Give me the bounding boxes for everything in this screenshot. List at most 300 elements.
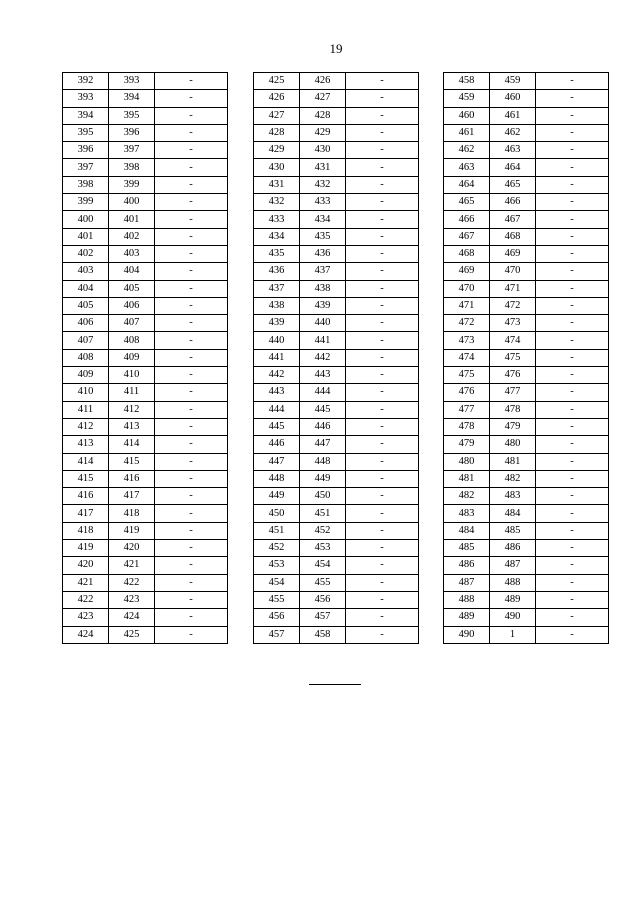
table-cell: -: [346, 263, 419, 280]
table-cell: 396: [63, 142, 109, 159]
table-cell: -: [155, 263, 228, 280]
table-row: [444, 124, 609, 141]
table-cell: 443: [300, 367, 346, 384]
table-cell: 490: [444, 626, 490, 643]
table-cell: 405: [63, 297, 109, 314]
table-cell: 408: [63, 349, 109, 366]
table-row: [254, 609, 419, 626]
table-cell: -: [155, 591, 228, 608]
table-cell: -: [346, 505, 419, 522]
table-cell: -: [155, 194, 228, 211]
table-row: [63, 194, 228, 211]
table-row: [63, 367, 228, 384]
table-cell: 413: [109, 418, 155, 435]
table-cell: -: [155, 609, 228, 626]
table-row: [254, 124, 419, 141]
table-cell: -: [346, 159, 419, 176]
table-cell: -: [346, 280, 419, 297]
table-cell: 460: [490, 90, 536, 107]
table-cell: 470: [444, 280, 490, 297]
table-cell: 468: [444, 245, 490, 262]
table-cell: -: [155, 73, 228, 90]
table-row: [63, 142, 228, 159]
table-cell: -: [346, 142, 419, 159]
table-cell: 401: [63, 228, 109, 245]
table-cell: -: [536, 470, 609, 487]
table-cell: 437: [254, 280, 300, 297]
table-cell: -: [346, 453, 419, 470]
table-row: [444, 228, 609, 245]
table-cell: 478: [444, 418, 490, 435]
table-cell: 430: [254, 159, 300, 176]
table-cell: 454: [254, 574, 300, 591]
table-row: [444, 540, 609, 557]
table-cell: 403: [109, 245, 155, 262]
table-row: [63, 384, 228, 401]
table-cell: 457: [300, 609, 346, 626]
table-cell: 455: [254, 591, 300, 608]
table-cell: 464: [444, 176, 490, 193]
table-row: [254, 470, 419, 487]
table-cell: 429: [254, 142, 300, 159]
table-cell: 400: [63, 211, 109, 228]
table-cell: 417: [109, 488, 155, 505]
table-cell: 438: [254, 297, 300, 314]
table-cell: 443: [254, 384, 300, 401]
table-cell: 466: [490, 194, 536, 211]
table-cell: -: [346, 124, 419, 141]
data-table-column-2: [253, 72, 419, 644]
table-row: [254, 90, 419, 107]
table-cell: 444: [300, 384, 346, 401]
table-cell: -: [536, 73, 609, 90]
table-cell: 433: [300, 194, 346, 211]
table-row: [63, 401, 228, 418]
table-cell: 411: [63, 401, 109, 418]
table-cell: -: [155, 626, 228, 643]
table-cell: 423: [109, 591, 155, 608]
table-row: [254, 401, 419, 418]
table-cell: 488: [490, 574, 536, 591]
table-cell: 471: [490, 280, 536, 297]
table-cell: 466: [444, 211, 490, 228]
table-cell: 449: [254, 488, 300, 505]
table-cell: 450: [300, 488, 346, 505]
table-cell: 412: [63, 418, 109, 435]
table-row: [444, 315, 609, 332]
table-cell: 472: [444, 315, 490, 332]
table-row: [254, 228, 419, 245]
table-cell: -: [536, 367, 609, 384]
table-cell: 489: [444, 609, 490, 626]
table-cell: 421: [109, 557, 155, 574]
table-cell: 448: [300, 453, 346, 470]
table-row: [63, 315, 228, 332]
table-cell: 476: [490, 367, 536, 384]
table-cell: -: [346, 418, 419, 435]
table-cell: 453: [300, 540, 346, 557]
table-cell: -: [346, 297, 419, 314]
table-cell: 420: [63, 557, 109, 574]
table-cell: 465: [490, 176, 536, 193]
table-cell: -: [346, 436, 419, 453]
table-cell: 463: [490, 142, 536, 159]
table-cell: 473: [490, 315, 536, 332]
table-cell: -: [346, 557, 419, 574]
table-cell: 410: [63, 384, 109, 401]
table-row: [444, 436, 609, 453]
table-cell: 418: [63, 522, 109, 539]
table-cell: 444: [254, 401, 300, 418]
table-cell: -: [155, 142, 228, 159]
table-cell: 439: [300, 297, 346, 314]
table-cell: 435: [254, 245, 300, 262]
table-cell: 415: [63, 470, 109, 487]
table-cell: -: [155, 90, 228, 107]
table-row: [444, 418, 609, 435]
table-cell: 475: [490, 349, 536, 366]
table-row: [444, 332, 609, 349]
table-cell: 461: [444, 124, 490, 141]
table-row: [444, 194, 609, 211]
table-row: [63, 245, 228, 262]
table-row: [63, 73, 228, 90]
table-cell: 399: [109, 176, 155, 193]
table-cell: -: [536, 540, 609, 557]
table-row: [63, 540, 228, 557]
table-cell: -: [346, 609, 419, 626]
table-cell: 490: [490, 609, 536, 626]
table-row: [63, 211, 228, 228]
table-cell: -: [536, 263, 609, 280]
table-cell: 432: [254, 194, 300, 211]
table-row: [444, 453, 609, 470]
table-cell: -: [536, 349, 609, 366]
table-cell: 484: [444, 522, 490, 539]
table-cell: 440: [254, 332, 300, 349]
table-row: [63, 297, 228, 314]
table-cell: -: [155, 297, 228, 314]
table-cell: -: [536, 401, 609, 418]
table-row: [254, 540, 419, 557]
table-cell: -: [536, 557, 609, 574]
table-cell: -: [155, 124, 228, 141]
table-cell: 431: [300, 159, 346, 176]
table-row: [444, 280, 609, 297]
table-cell: -: [346, 194, 419, 211]
table-cell: -: [346, 211, 419, 228]
table-cell: 417: [63, 505, 109, 522]
table-cell: -: [155, 349, 228, 366]
table-row: [254, 315, 419, 332]
table-cell: -: [536, 159, 609, 176]
table-cell: 473: [444, 332, 490, 349]
table-row: [444, 505, 609, 522]
table-cell: -: [536, 211, 609, 228]
table-cell: -: [155, 574, 228, 591]
table-row: [444, 591, 609, 608]
table-row: [444, 557, 609, 574]
table-cell: -: [155, 401, 228, 418]
table-cell: 464: [490, 159, 536, 176]
table-cell: -: [536, 245, 609, 262]
table-row: [444, 176, 609, 193]
table-cell: -: [536, 574, 609, 591]
table-cell: 462: [490, 124, 536, 141]
table-cell: -: [155, 315, 228, 332]
table-cell: 456: [300, 591, 346, 608]
table-row: [444, 159, 609, 176]
table-cell: 471: [444, 297, 490, 314]
table-row: [63, 280, 228, 297]
table-cell: 441: [300, 332, 346, 349]
table-cell: -: [346, 228, 419, 245]
table-cell: 434: [254, 228, 300, 245]
table-cell: 463: [444, 159, 490, 176]
table-cell: 445: [300, 401, 346, 418]
end-divider: [309, 684, 361, 685]
table-cell: 479: [444, 436, 490, 453]
table-cell: -: [346, 176, 419, 193]
table-row: [63, 609, 228, 626]
table-row: [254, 384, 419, 401]
table-cell: -: [155, 418, 228, 435]
table-cell: 422: [109, 574, 155, 591]
table-cell: -: [155, 332, 228, 349]
table-cell: 484: [490, 505, 536, 522]
table-row: [444, 73, 609, 90]
table-cell: 398: [109, 159, 155, 176]
table-cell: 482: [490, 470, 536, 487]
table-row: [63, 263, 228, 280]
table-row: [444, 609, 609, 626]
table-cell: 404: [109, 263, 155, 280]
table-cell: -: [346, 401, 419, 418]
table-row: [254, 211, 419, 228]
table-cell: -: [346, 107, 419, 124]
table-cell: -: [346, 90, 419, 107]
table-cell: 436: [300, 245, 346, 262]
table-cell: 423: [63, 609, 109, 626]
table-cell: 442: [254, 367, 300, 384]
table-cell: 433: [254, 211, 300, 228]
table-cell: -: [536, 297, 609, 314]
table-cell: 406: [63, 315, 109, 332]
table-cell: 480: [444, 453, 490, 470]
table-row: [254, 349, 419, 366]
table-cell: -: [155, 228, 228, 245]
table-cell: 393: [109, 73, 155, 90]
table-cell: -: [346, 574, 419, 591]
table-cell: 483: [490, 488, 536, 505]
table-cell: 428: [300, 107, 346, 124]
table-row: [444, 367, 609, 384]
table-cell: 460: [444, 107, 490, 124]
table-cell: -: [536, 280, 609, 297]
table-cell: -: [346, 367, 419, 384]
table-cell: -: [536, 453, 609, 470]
table-cell: 434: [300, 211, 346, 228]
table-row: [63, 159, 228, 176]
table-cell: 456: [254, 609, 300, 626]
table-cell: 426: [254, 90, 300, 107]
table-row: [63, 488, 228, 505]
table-cell: 425: [109, 626, 155, 643]
table-cell: 467: [444, 228, 490, 245]
table-cell: -: [346, 315, 419, 332]
table-cell: 392: [63, 73, 109, 90]
table-cell: -: [346, 245, 419, 262]
table-cell: 408: [109, 332, 155, 349]
table-row: [254, 626, 419, 643]
table-row: [63, 470, 228, 487]
table-cell: 452: [300, 522, 346, 539]
table-cell: 451: [300, 505, 346, 522]
table-cell: -: [536, 436, 609, 453]
table-cell: 397: [109, 142, 155, 159]
table-cell: 442: [300, 349, 346, 366]
table-cell: 472: [490, 297, 536, 314]
table-row: [63, 228, 228, 245]
table-cell: -: [346, 384, 419, 401]
table-cell: 467: [490, 211, 536, 228]
table-cell: 396: [109, 124, 155, 141]
table-cell: 489: [490, 591, 536, 608]
table-cell: 449: [300, 470, 346, 487]
table-row: [63, 557, 228, 574]
table-row: [63, 418, 228, 435]
table-cell: 414: [63, 453, 109, 470]
table-cell: 447: [300, 436, 346, 453]
table-row: [254, 453, 419, 470]
table-cell: -: [536, 315, 609, 332]
table-cell: 455: [300, 574, 346, 591]
table-cell: 430: [300, 142, 346, 159]
table-cell: 459: [490, 73, 536, 90]
table-row: [63, 453, 228, 470]
table-cell: -: [155, 107, 228, 124]
table-cell: 462: [444, 142, 490, 159]
table-row: [254, 574, 419, 591]
table-cell: -: [536, 488, 609, 505]
table-cell: 465: [444, 194, 490, 211]
table-cell: 451: [254, 522, 300, 539]
table-cell: 485: [490, 522, 536, 539]
table-cell: -: [536, 626, 609, 643]
table-cell: -: [155, 505, 228, 522]
table-cell: 432: [300, 176, 346, 193]
table-cell: -: [155, 557, 228, 574]
table-cell: -: [155, 159, 228, 176]
table-cell: -: [536, 107, 609, 124]
table-row: [254, 522, 419, 539]
table-cell: -: [155, 436, 228, 453]
table-cell: 441: [254, 349, 300, 366]
table-cell: 416: [109, 470, 155, 487]
table-row: [444, 211, 609, 228]
table-row: [63, 591, 228, 608]
table-cell: 398: [63, 176, 109, 193]
table-row: [63, 626, 228, 643]
table-cell: 425: [254, 73, 300, 90]
table-cell: -: [155, 470, 228, 487]
table-cell: 469: [444, 263, 490, 280]
table-cell: 424: [63, 626, 109, 643]
table-cell: -: [155, 211, 228, 228]
table-cell: 485: [444, 540, 490, 557]
table-cell: 474: [444, 349, 490, 366]
table-row: [254, 436, 419, 453]
table-cell: 427: [254, 107, 300, 124]
table-cell: 486: [444, 557, 490, 574]
table-row: [254, 194, 419, 211]
table-cell: 411: [109, 384, 155, 401]
table-row: [254, 591, 419, 608]
table-row: [63, 90, 228, 107]
table-cell: -: [536, 176, 609, 193]
table-cell: 481: [490, 453, 536, 470]
table-cell: 479: [490, 418, 536, 435]
table-cell: 480: [490, 436, 536, 453]
table-cell: 447: [254, 453, 300, 470]
table-cell: 475: [444, 367, 490, 384]
table-cell: -: [536, 418, 609, 435]
data-table-column-1: [62, 72, 228, 644]
table-cell: -: [346, 591, 419, 608]
table-cell: -: [346, 349, 419, 366]
table-cell: 397: [63, 159, 109, 176]
table-cell: 401: [109, 211, 155, 228]
table-row: [63, 124, 228, 141]
table-cell: 478: [490, 401, 536, 418]
table-row: [444, 349, 609, 366]
table-cell: 458: [300, 626, 346, 643]
page-number: 19: [329, 41, 343, 56]
table-cell: 407: [63, 332, 109, 349]
table-cell: -: [155, 522, 228, 539]
table-row: [63, 332, 228, 349]
table-cell: 406: [109, 297, 155, 314]
table-row: [444, 470, 609, 487]
table-row: [254, 332, 419, 349]
table-cell: -: [155, 488, 228, 505]
table-row: [444, 384, 609, 401]
table-cell: 439: [254, 315, 300, 332]
table-cell: -: [346, 470, 419, 487]
table-cell: 477: [490, 384, 536, 401]
table-cell: 427: [300, 90, 346, 107]
table-cell: 446: [254, 436, 300, 453]
table-cell: 486: [490, 540, 536, 557]
table-row: [444, 574, 609, 591]
table-row: [254, 280, 419, 297]
table-cell: -: [155, 367, 228, 384]
table-cell: 483: [444, 505, 490, 522]
table-cell: 482: [444, 488, 490, 505]
table-cell: 476: [444, 384, 490, 401]
table-row: [444, 626, 609, 643]
table-cell: 459: [444, 90, 490, 107]
table-cell: 450: [254, 505, 300, 522]
table-cell: 428: [254, 124, 300, 141]
table-cell: 477: [444, 401, 490, 418]
table-cell: 394: [109, 90, 155, 107]
table-cell: 488: [444, 591, 490, 608]
table-row: [254, 418, 419, 435]
table-cell: -: [155, 176, 228, 193]
table-row: [63, 176, 228, 193]
table-row: [444, 297, 609, 314]
